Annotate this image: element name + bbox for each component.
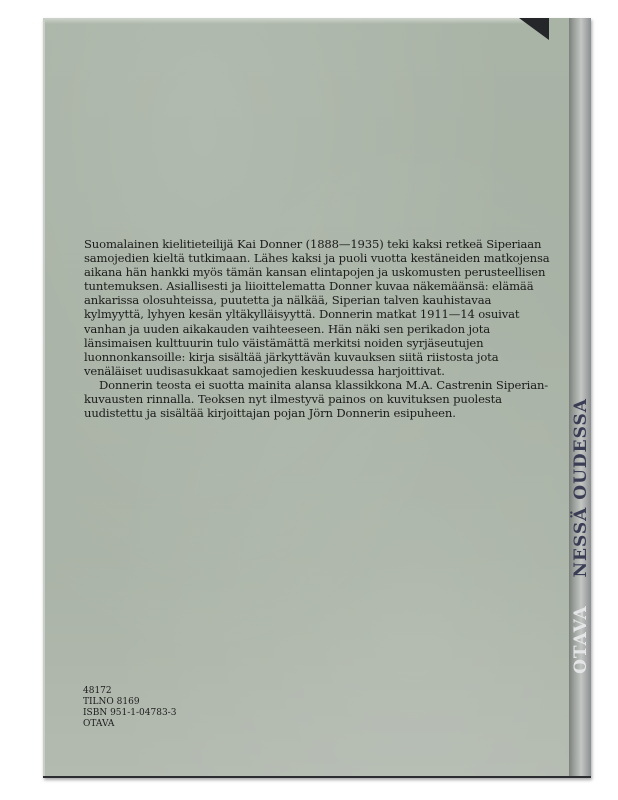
imprint-publisher: OTAVA <box>83 719 115 729</box>
spine-title: NESSÄ OUDESSA <box>571 398 591 578</box>
spine-publisher: OTAVA <box>571 605 591 674</box>
spine-text <box>572 398 590 674</box>
spine <box>569 18 591 776</box>
blurb-paragraph-2: Donnerin teosta ei suotta mainita alansa klassikkona M.A. Castrenin Siperian-kuvausten rinnalla. Teoksen nyt ilmestyvä painos on kuvituksen puolesta uudistettu ja sisältää kirjoittajan pojan Jörn Donnerin esipuheen. <box>84 377 549 421</box>
cover-panel <box>43 18 571 776</box>
blurb-text <box>84 237 554 420</box>
product-code: 48172 <box>83 686 112 696</box>
tilno: TILNO 8169 <box>83 697 140 707</box>
blurb-paragraph-1: Suomalainen kielitieteilijä Kai Donner (1888—1935) teki kaksi retkeä Siperiaan samojedien kieltä tutkimaan. Lähes kaksi ja puoli vuotta kestäneiden matkojensa aikana hän hankki myös tämän kansan elintapojen ja uskomusten perusteellisen tuntemuksen. Asiallisesti ja liioittelematta Donner kuvaa näkemäänsä: elämää ankarissa olosuhteissa, puutetta ja nälkää, Siperian talven kauhistavaa kylmyyttä, lyhyen kesän yltäkylläisyyttä. Donnerin matkat 1911—14 osuivat vanhan ja uuden aikakauden vaihteeseen. Hän näki sen perikadon jota länsimaisen kulttuurin tulo väistämättä merkitsi noiden syrjäseutujen luonnonkansoille: kirja sisältää järkyttävän kuvauksen siitä riistosta jota venäläiset uudisasukkaat samojedien keskuudessa harjoittivat. <box>84 237 550 378</box>
book-back-cover <box>43 18 591 778</box>
isbn: ISBN 951-1-04783-3 <box>83 708 177 718</box>
imprint-block <box>83 686 176 730</box>
torn-corner <box>519 18 549 40</box>
